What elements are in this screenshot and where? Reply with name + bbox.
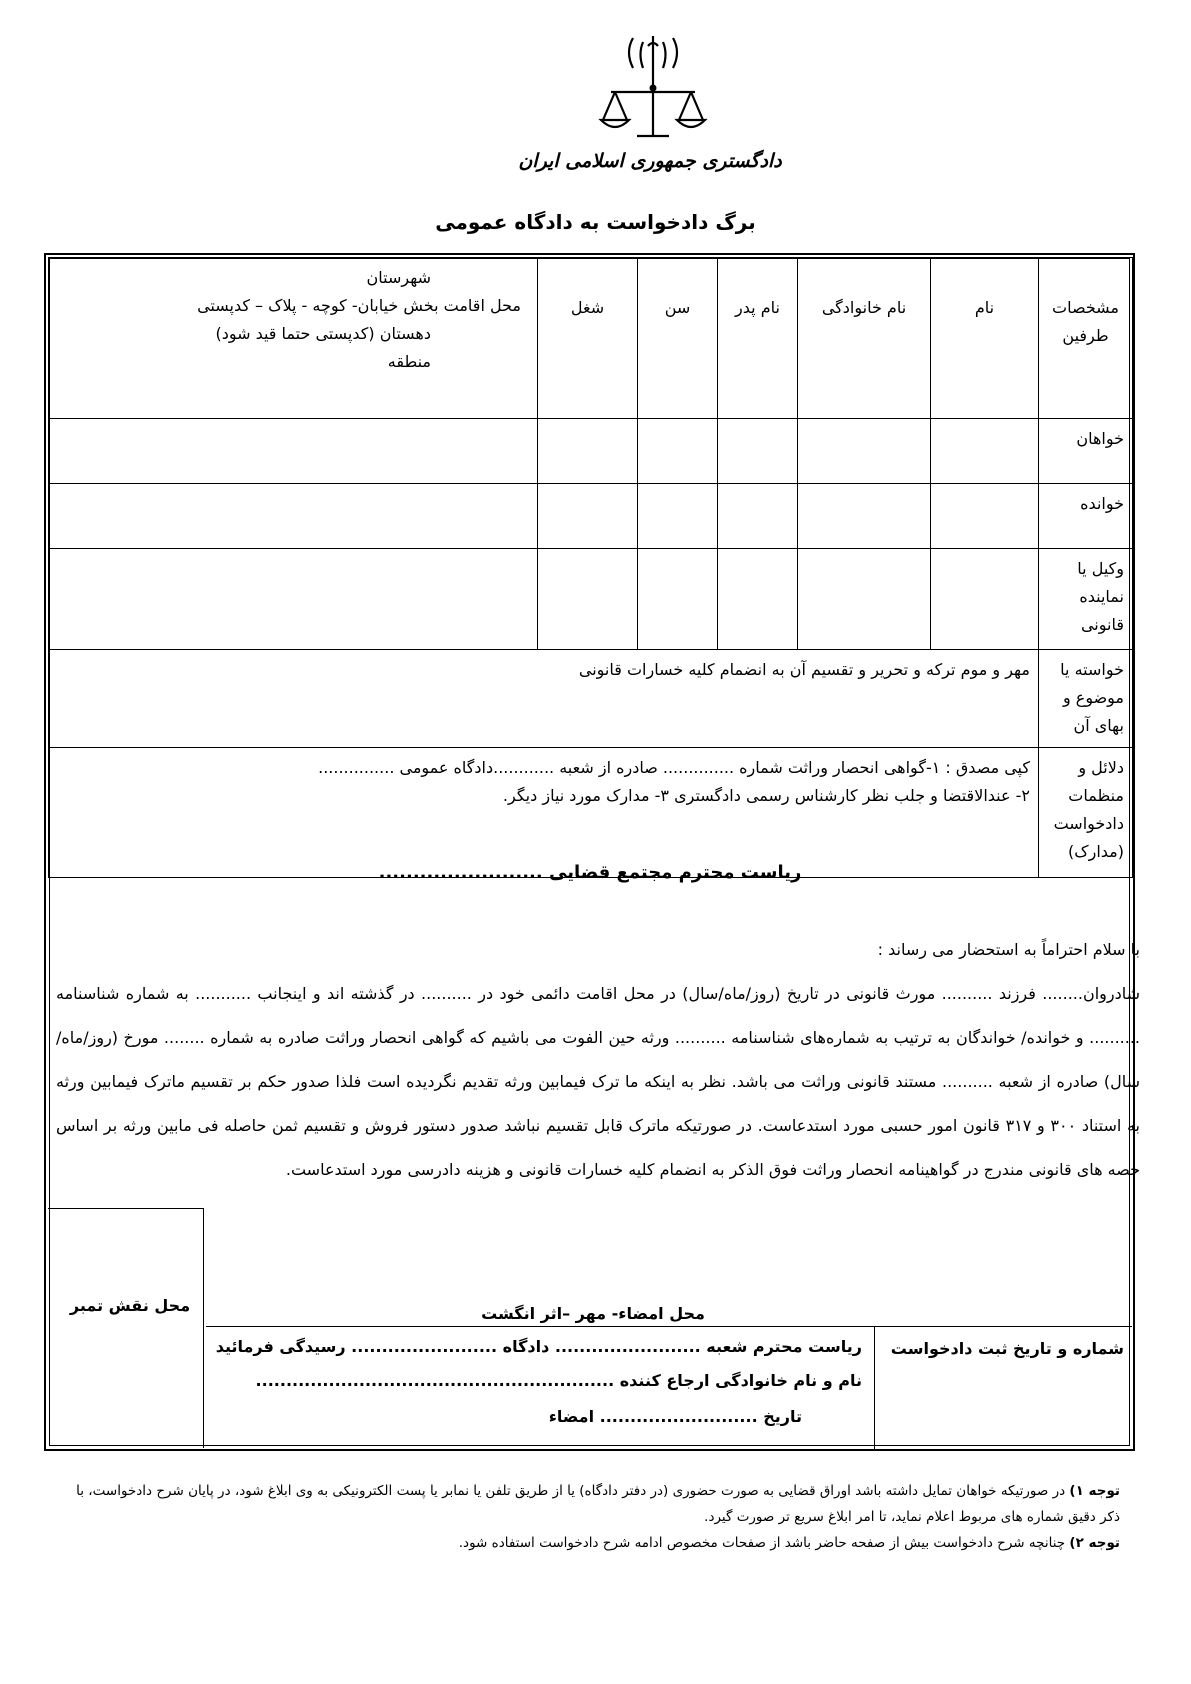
evidence-text[interactable]: [49, 748, 1039, 878]
header-father: نام پدر: [718, 258, 798, 419]
notes-section: [70, 1478, 1120, 1556]
referral-line-2: نام و نام خانوادگی ارجاع کننده ...........................................................: [255, 1371, 862, 1390]
footer-section: [48, 1208, 1132, 1448]
referral-area: [206, 1326, 1132, 1449]
claim-row: [49, 650, 1133, 748]
defendant-address-cell[interactable]: [49, 484, 538, 549]
header-family: نام خانوادگی: [798, 258, 931, 419]
header-age: سن: [638, 258, 718, 419]
lawyer-address-cell[interactable]: [49, 549, 538, 650]
residence-line-2: محل اقامت بخش خیابان- کوچه - پلاک – کدپستی: [197, 296, 521, 315]
table-row: [49, 484, 1133, 549]
header-name: نام: [931, 258, 1039, 419]
residence-line-4: منطقه: [387, 352, 431, 371]
plaintiff-job-cell[interactable]: [538, 419, 638, 484]
referral-line-3: تاریخ .......................... امضاء: [548, 1407, 802, 1426]
table-header-row: [49, 258, 1133, 419]
evidence-line-2: ۲- عندالاقتضا و جلب نظر کارشناس رسمی دادگستری ۳- مدارک مورد نیاز دیگر.: [502, 786, 1030, 805]
registration-cell: [874, 1327, 1132, 1449]
plaintiff-age-cell[interactable]: [638, 419, 718, 484]
parties-table: [48, 257, 1133, 878]
letter-addressee: ریاست محترم مجتمع قضایی ........................: [378, 862, 802, 883]
lawyer-job-cell[interactable]: [538, 549, 638, 650]
note-2: [70, 1530, 1120, 1556]
letter-body[interactable]: [48, 928, 1148, 1192]
note-2-label: توجه ۲): [1069, 1535, 1120, 1551]
note-1-text: در صورتیکه خواهان تمایل داشته باشد اوراق قضایی به صورت حضوری (در دفتر دادگاه) یا از طریق تلفن یا نمابر یا پست الکترونیکی به وی ابلاغ شود، در پایان شرح دادخواست، با ذکر دقیق شماره های مربوط اعلام نماید، تا امر ابلاغ سریع تر صورت گیرد.: [76, 1483, 1120, 1525]
plaintiff-name-cell[interactable]: [931, 419, 1039, 484]
letter-greeting: با سلام احتراماً به استحضار می رساند :: [877, 940, 1140, 959]
signature-place-label: محل امضاء- مهر –اثر انگشت: [481, 1304, 705, 1323]
evidence-row: [49, 748, 1133, 878]
defendant-age-cell[interactable]: [638, 484, 718, 549]
defendant-name-cell[interactable]: [931, 484, 1039, 549]
row-label-lawyer: وکیل یا نماینده قانونی: [1039, 549, 1133, 650]
defendant-father-cell[interactable]: [718, 484, 798, 549]
note-1: [70, 1478, 1120, 1530]
evidence-line-1: کپی مصدق : ۱-گواهی انحصار وراثت شماره .............. صادره از شعبه ............دادگاه عمومی ...............: [318, 758, 1030, 777]
header-residence: [49, 258, 538, 419]
residence-line-3: دهستان (کدپستی حتما قید شود): [215, 324, 431, 343]
lawyer-age-cell[interactable]: [638, 549, 718, 650]
table-row: [49, 549, 1133, 650]
evidence-label: دلائل و منظمات دادخواست (مدارک): [1039, 748, 1133, 878]
form-title: برگ دادخواست به دادگاه عمومی: [435, 210, 756, 234]
plaintiff-family-cell[interactable]: [798, 419, 931, 484]
plaintiff-address-cell[interactable]: [49, 419, 538, 484]
referral-line-1: ریاست محترم شعبه ........................ دادگاه ........................ رسیدگی فرمائید: [215, 1337, 862, 1356]
registration-label: شماره و تاریخ ثبت دادخواست: [890, 1339, 1124, 1358]
judiciary-emblem-icon: [593, 32, 713, 142]
header-parties: مشخصات طرفین: [1039, 258, 1133, 419]
claim-label: خواسته یا موضوع و بهای آن: [1039, 650, 1133, 748]
note-2-text: چنانچه شرح دادخواست بیش از صفحه حاضر باشد از صفحات مخصوص ادامه شرح دادخواست استفاده شود.: [458, 1535, 1070, 1551]
defendant-job-cell[interactable]: [538, 484, 638, 549]
stamp-place-label: محل نقش تمبر: [69, 1296, 191, 1315]
stamp-area: [48, 1208, 204, 1448]
row-label-plaintiff: خواهان: [1039, 419, 1133, 484]
header-job: شغل: [538, 258, 638, 419]
residence-line-1: شهرستان: [366, 268, 431, 287]
lawyer-father-cell[interactable]: [718, 549, 798, 650]
lawyer-name-cell[interactable]: [931, 549, 1039, 650]
claim-text[interactable]: مهر و موم ترکه و تحریر و تقسیم آن به انضمام کلیه خسارات قانونی: [49, 650, 1039, 748]
table-row: [49, 419, 1133, 484]
letter-paragraph: شادروان........ فرزند .......... مورث قانونی در تاریخ (روز/ماه/سال) در محل اقامت دائمی خود در .......... در گذشته اند و اینجانب ........... به شماره شناسنامه .......... و خوانده/ خواندگان به ترتیب به شماره‌های شناسنامه .......... ورثه حین الفوت می باشیم که گواهی انحصار وراثت صادره به شماره ........ مورخ (روز/ماه/سال) صادره از شعبه .......... مستند قانونی وراثت می باشد. نظر به اینکه ما ترک فیمابین ورثه تقدیم نگردیده است فلذا صدور حکم بر تقسیم ماترک فیمابین ورثه به استناد ۳۰۰ و ۳۱۷ قانون امور حسبی مورد استدعاست. در صورتیکه ماترک قابل تقسیم نباشد صدور دستور فروش و تقسیم ثمن حاصله فی مابین ورثه بر اساس حصه های قانونی مندرج در گواهینامه انحصار وراثت فوق الذکر به انضمام کلیه خسارات قانونی و هزینه دادرسی مورد استدعاست.: [56, 984, 1140, 1179]
note-1-label: توجه ۱): [1069, 1483, 1120, 1499]
defendant-family-cell[interactable]: [798, 484, 931, 549]
lawyer-family-cell[interactable]: [798, 549, 931, 650]
plaintiff-father-cell[interactable]: [718, 419, 798, 484]
row-label-defendant: خوانده: [1039, 484, 1133, 549]
org-name: دادگستری جمهوری اسلامی ایران: [518, 150, 782, 172]
